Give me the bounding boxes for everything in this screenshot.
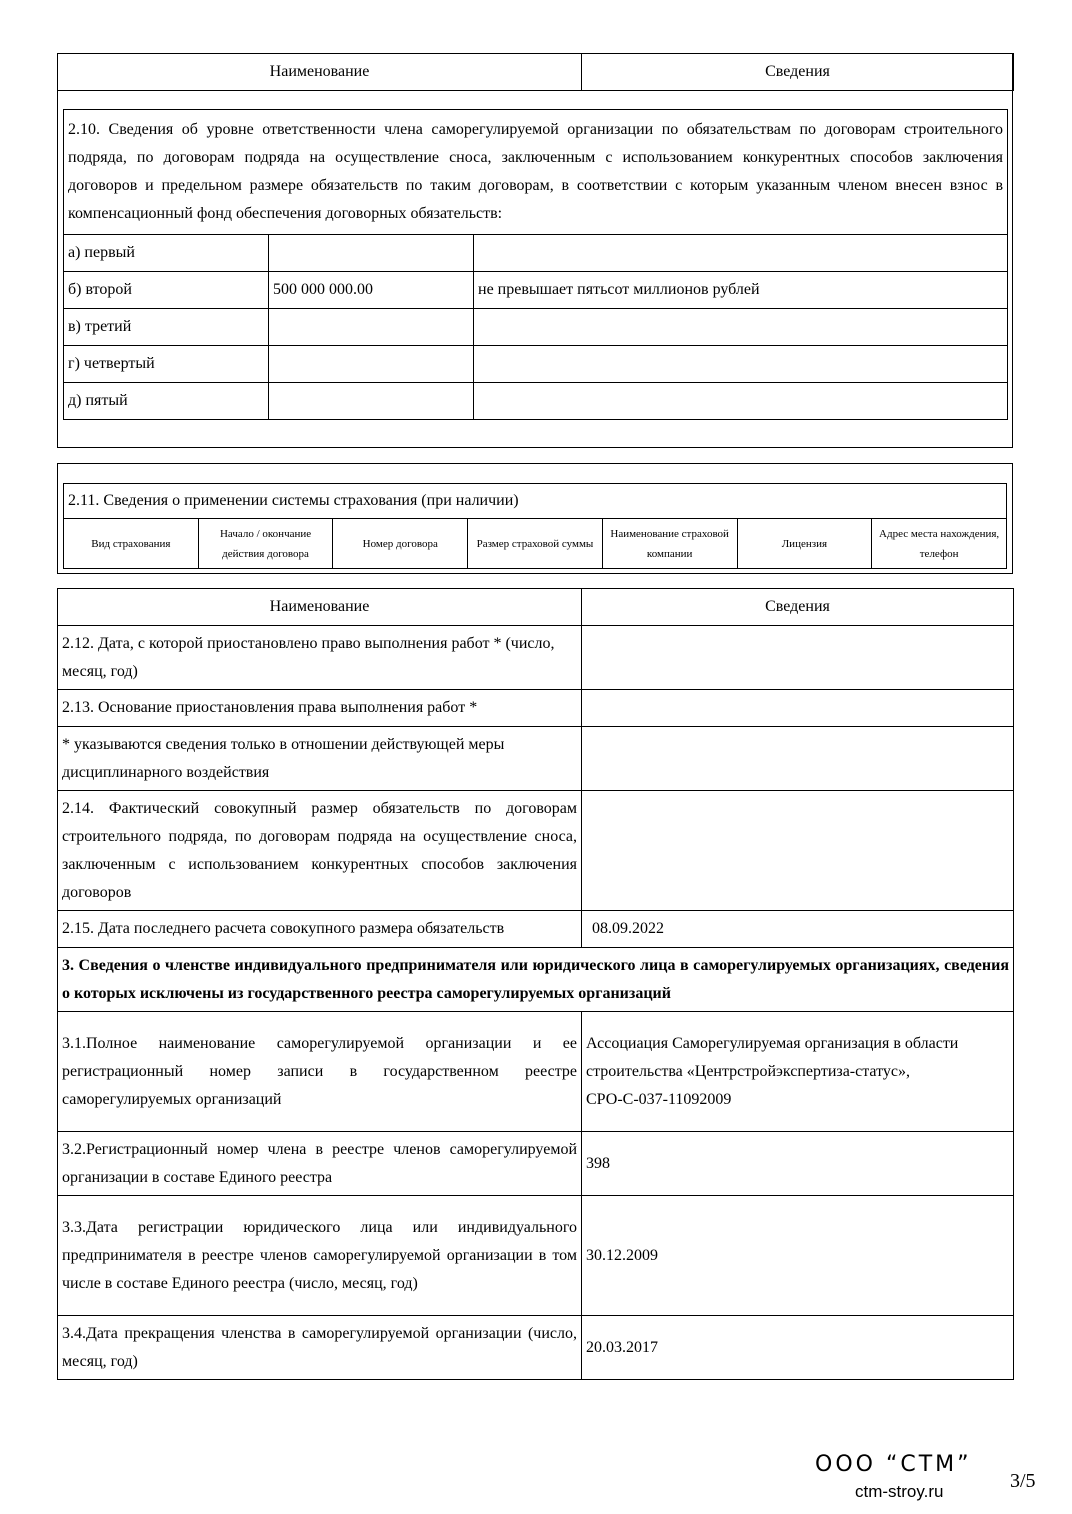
company-url[interactable]: ctm-stroy.ru <box>855 1482 944 1501</box>
level-label: б) второй <box>64 272 269 309</box>
level-label: г) четвертый <box>64 346 269 383</box>
table-header-row <box>58 54 1014 91</box>
row-label-2-13: 2.13. Основание приостановления права выполнения работ * <box>58 690 582 727</box>
row-label-2-12: 2.12. Дата, с которой приостановлено право выполнения работ * (число, месяц, год) <box>58 626 582 690</box>
section-3-heading: 3. Сведения о членстве индивидуального предпринимателя или юридического лица в саморегулируемых организациях, сведения о которых исключены из государственного реестра саморегулируемых организаций <box>58 948 1014 1012</box>
insurance-col: Лицензия <box>737 519 872 569</box>
row-value-2-12 <box>582 626 1014 690</box>
insurance-col: Номер договора <box>333 519 468 569</box>
level-amount <box>269 235 474 272</box>
level-label: д) пятый <box>64 383 269 420</box>
level-note <box>474 346 1008 383</box>
level-amount <box>269 346 474 383</box>
company-logo: ООО “СТМ” <box>815 1452 972 1477</box>
row-label-3-2: 3.2.Регистрационный номер члена в реестре членов саморегулируемой организации в составе Единого реестра <box>58 1132 582 1196</box>
row-value-2-15: 08.09.2022 <box>582 911 1014 948</box>
row-label-3-4: 3.4.Дата прекращения членства в саморегулируемой организации (число, месяц, год) <box>58 1316 582 1380</box>
table-row <box>58 791 1014 911</box>
level-label: в) третий <box>64 309 269 346</box>
row-label-3-3: 3.3.Дата регистрации юридического лица или индивидуального предпринимателя в реестре членов саморегулируемой организации в том числе в составе Единого реестра (число, месяц, год) <box>58 1196 582 1316</box>
row-label-2-15: 2.15. Дата последнего расчета совокупного размера обязательств <box>58 911 582 948</box>
column-header-name: Наименование <box>58 589 582 626</box>
table-row <box>64 235 1008 272</box>
row-value-2-13 <box>582 690 1014 727</box>
row-label-2-14: 2.14. Фактический совокупный размер обязательств по договорам строительного подряда, по договорам подряда на осуществление сноса, заключенным с использованием конкурентных способов заключения договоров <box>58 791 582 911</box>
table-row <box>64 272 1008 309</box>
liability-levels <box>63 109 1008 420</box>
table-row <box>58 1316 1014 1380</box>
sro-reg-number: СРО-С-037-11092009 <box>586 1090 732 1108</box>
table-row <box>58 911 1014 948</box>
level-label: а) первый <box>64 235 269 272</box>
table-row <box>58 1132 1014 1196</box>
row-value-3-1 <box>582 1012 1014 1132</box>
section-3-row <box>58 948 1014 1012</box>
table-header-row <box>58 589 1014 626</box>
table-row <box>58 727 1014 791</box>
table-row <box>58 1196 1014 1316</box>
row-label-note: * указываются сведения только в отношении действующей меры дисциплинарного воздействия <box>58 727 582 791</box>
insurance-col: Вид страхования <box>64 519 199 569</box>
insurance-columns-row <box>64 519 1007 569</box>
insurance-table <box>57 463 1013 574</box>
table-row <box>58 1012 1014 1132</box>
membership-table <box>57 588 1014 1380</box>
sro-name: Ассоциация Саморегулируемая организация в области строительства «Центрстройэкспертиза-статус», <box>586 1034 959 1080</box>
level-note <box>474 235 1008 272</box>
page-number: 3/5 <box>1010 1470 1036 1492</box>
insurance-col: Наименование страховой компании <box>602 519 737 569</box>
column-header-name: Наименование <box>58 54 582 91</box>
level-amount <box>269 309 474 346</box>
row-value-2-14 <box>582 791 1014 911</box>
table-row <box>64 346 1008 383</box>
level-amount: 500 000 000.00 <box>269 272 474 309</box>
row-value-3-4: 20.03.2017 <box>582 1316 1014 1380</box>
row-value-3-3: 30.12.2009 <box>582 1196 1014 1316</box>
row-value-3-2: 398 <box>582 1132 1014 1196</box>
section-2-10-text: 2.10. Сведения об уровне ответственности члена саморегулируемой организации по обязательствам по договорам строительного подряда, по договорам подряда на осуществление сноса, заключенным с использованием конкурентных способов заключения договоров и предельном размере обязательств по таким договорам, в соответствии с которым указанным членом внесен взнос в компенсационный фонд обеспечения договорных обязательств: <box>64 110 1008 235</box>
table-row <box>58 626 1014 690</box>
level-note <box>474 383 1008 420</box>
column-header-info: Сведения <box>582 589 1014 626</box>
insurance-col: Размер страховой суммы <box>468 519 603 569</box>
column-header-info: Сведения <box>582 54 1014 91</box>
section-2-11-title: 2.11. Сведения о применении системы страхования (при наличии) <box>64 484 1007 519</box>
table-row <box>64 309 1008 346</box>
row-value-note <box>582 727 1014 791</box>
insurance-col: Адрес места нахождения, телефон <box>872 519 1007 569</box>
insurance-col: Начало / окончание действия договора <box>198 519 333 569</box>
liability-table <box>57 53 1013 448</box>
level-note: не превышает пятьсот миллионов рублей <box>474 272 1008 309</box>
table-row <box>58 690 1014 727</box>
table-row <box>64 383 1008 420</box>
level-note <box>474 309 1008 346</box>
row-label-3-1: 3.1.Полное наименование саморегулируемой организации и ее регистрационный номер записи в государственном реестре саморегулируемых организаций <box>58 1012 582 1132</box>
level-amount <box>269 383 474 420</box>
